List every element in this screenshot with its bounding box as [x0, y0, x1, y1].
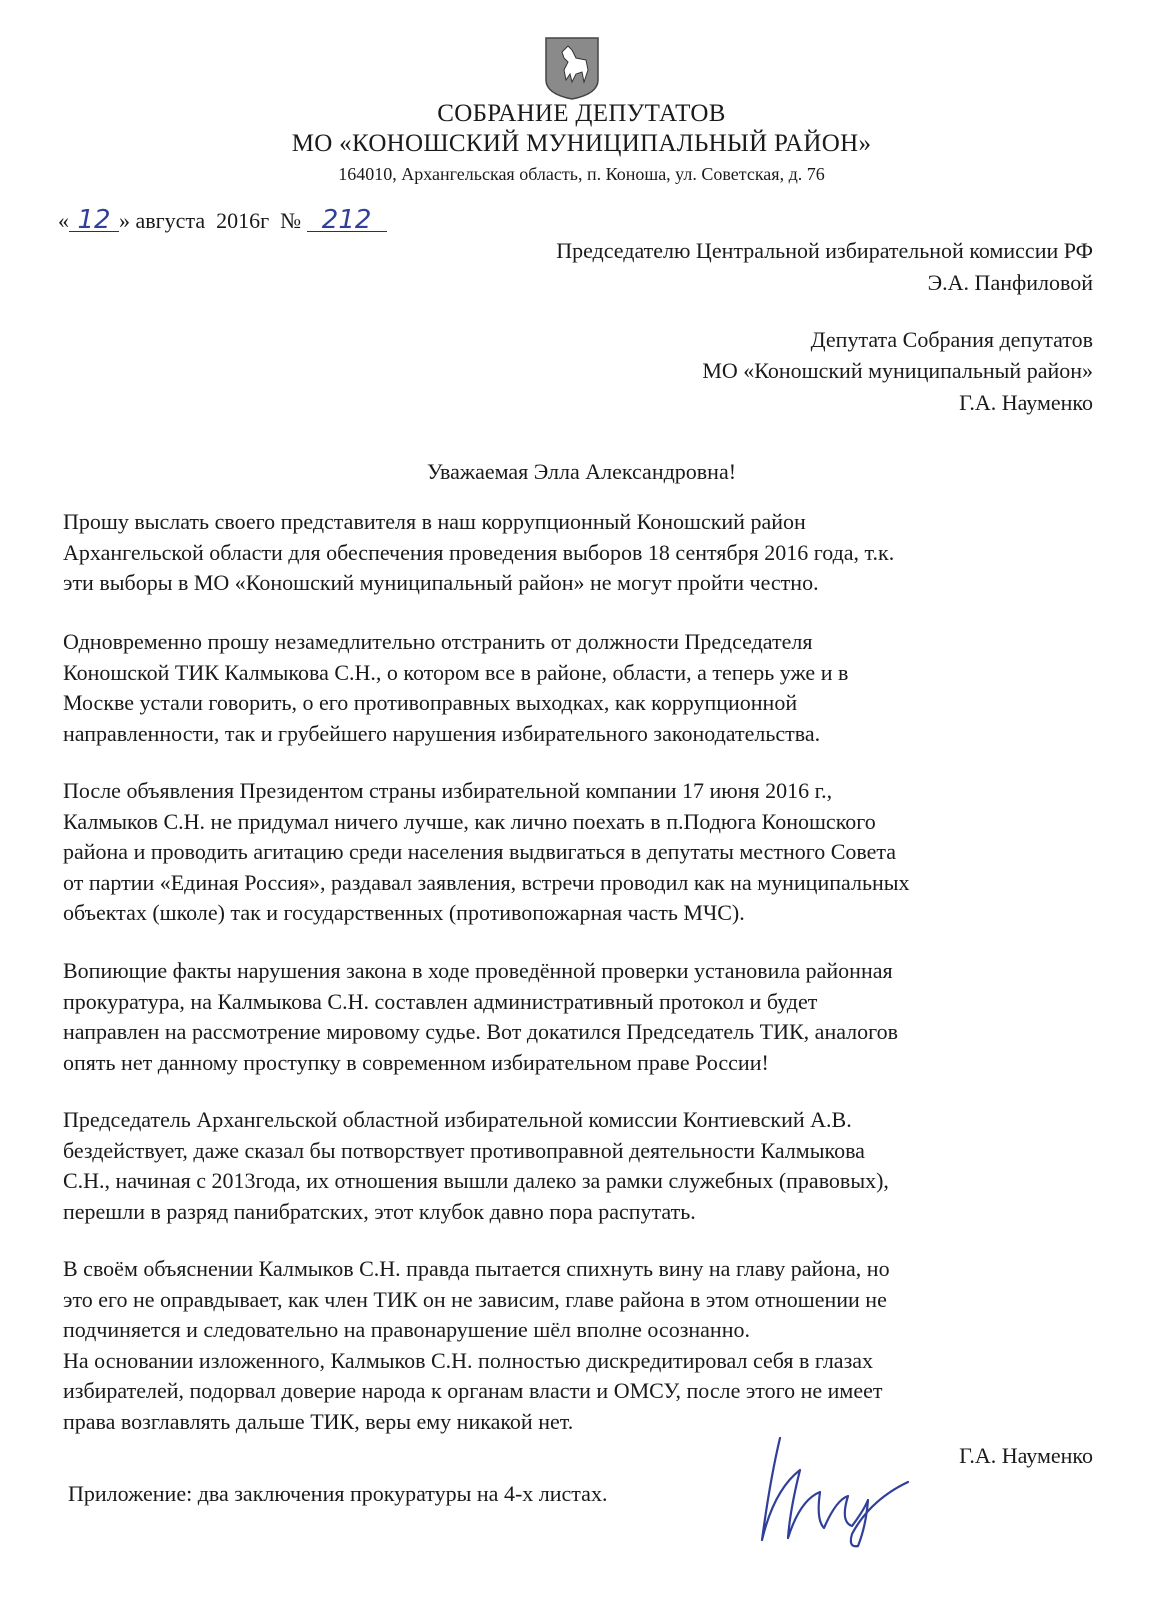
open-quote: « [58, 208, 69, 233]
organization-address: 164010, Архангельская область, п. Коноша, ул. Советская, д. 76 [338, 164, 825, 184]
handwritten-number: 212 [307, 209, 387, 232]
organization-name: МО «КОНОШСКИЙ МУНИЦИПАЛЬНЫЙ РАЙОН» [291, 130, 872, 157]
recipient-name: Э.А. Панфиловой [927, 270, 1093, 295]
paragraph-text: Председатель Архангельской областной избирательной комиссии Контиевский А.В. бездействует, даже сказал бы потворствует противоправной деятельности Калмыкова С.Н., начиная с 2013года, их отношения вышли далеко за рамки служебных (правовых), перешли в разряд панибратских, этот клубок давно пора распутать. [63, 1107, 889, 1224]
handwritten-signature [740, 1430, 910, 1550]
attachment-note: Приложение: два заключения прокуратуры на 4-х листах. [68, 1481, 608, 1506]
paragraph-text: Одновременно прошу незамедлительно отстранить от должности Председателя Коношской ТИК Калмыкова С.Н., о котором все в районе, области, а теперь уже и в Москве устали говорить, о его противоправных выходках, как коррупционной направленности, так и грубейшего нарушения избирательного законодательства. [63, 629, 849, 746]
paragraph-text: В своём объяснении Калмыков С.Н. правда пытается спихнуть вину на главу района, но это его не оправдывает, как член ТИК он не зависим, главе района в этом отношении не подчиняется и следовательно на правонарушение шёл вполне осознанно. На основании изложенного, Калмыков С.Н. полностью дискредитировал себя в глазах избирателей, подорвал доверие народа к органам власти и ОМСУ, после этого не имеет права возглавлять дальше ТИК, веры ему никакой нет. [63, 1256, 890, 1434]
paragraph-dismissal [63, 627, 1103, 749]
paragraph-campaign [63, 776, 1103, 929]
signature-name: Г.А. Науменко [959, 1443, 1093, 1468]
horse-emblem-icon [542, 36, 602, 100]
organization-title: СОБРАНИЕ ДЕПУТАТОВ [437, 100, 726, 127]
letter-date-line [58, 205, 387, 235]
handwritten-day: 12 [69, 209, 119, 232]
paragraph-request [63, 507, 1103, 599]
paragraph-regional-commission [63, 1105, 1103, 1227]
paragraph-text: Вопиющие факты нарушения закона в ходе проведённой проверки установила районная прокуратура, на Калмыкова С.Н. составлен административный протокол и будет направлен на рассмотрение мировому судье. Вот докатился Председатель ТИК, аналогов опять нет данному проступку в современном избирательном праве России! [63, 958, 899, 1075]
sender-organization: МО «Коношский муниципальный район» [702, 358, 1093, 383]
close-quote: » [119, 208, 130, 233]
sender-name: Г.А. Науменко [959, 390, 1093, 415]
paragraph-violations [63, 956, 1103, 1078]
paragraph-text: Прошу выслать своего представителя в наш коррупционный Коношский район Архангельской области для обеспечения проведения выборов 18 сентября 2016 года, т.к. эти выборы в МО «Коношский муниципальный район» не могут пройти честно. [63, 509, 895, 595]
month-year-label: августа 2016г № [130, 208, 302, 233]
recipient-title: Председателю Центральной избирательной комиссии РФ [556, 238, 1093, 263]
sender-title: Депутата Собрания депутатов [810, 327, 1093, 352]
greeting: Уважаемая Элла Александровна! [426, 459, 737, 484]
paragraph-text: После объявления Президентом страны избирательной компании 17 июня 2016 г., Калмыков С.Н. не придумал ничего лучше, как лично поехать в п.Подюга Коношского района и проводить агитацию среди населения выдвигаться в депутаты местного Совета от партии «Единая Россия», раздавал заявления, встречи проводил как на муниципальных объектах (школе) так и государственных (противопожарная часть МЧС). [63, 778, 910, 925]
paragraph-conclusion [63, 1254, 1103, 1437]
